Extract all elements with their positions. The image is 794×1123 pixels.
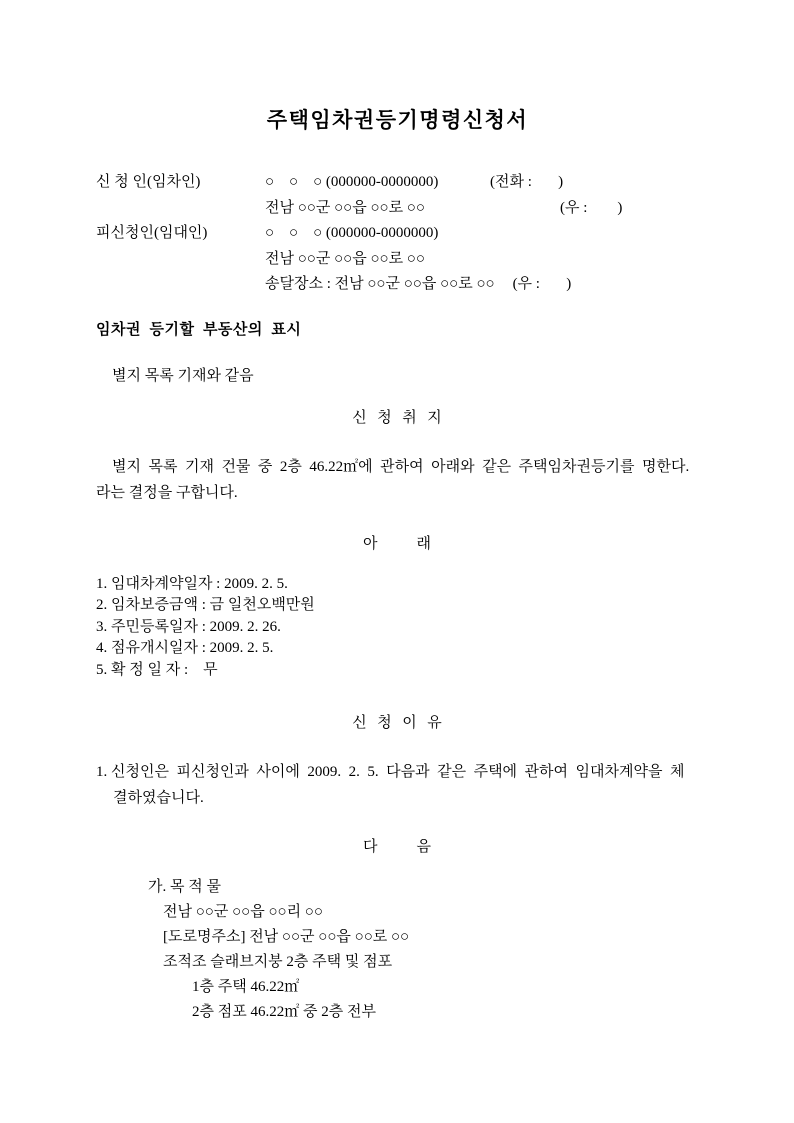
applicant-address: 전남 ○○군 ○○읍 ○○로 ○○ [265, 199, 425, 216]
building-description-line: 조적조 슬래브지붕 2층 주택 및 점포 [163, 954, 393, 970]
list-item: 2. 임차보증금액 : 금 일천오백만원 [96, 597, 315, 613]
document-title: 주택임차권등기명령신청서 [266, 108, 529, 132]
respondent-label: 피신청인(임대인) [96, 225, 208, 241]
respondent-service-address: 송달장소 : 전남 ○○군 ○○읍 ○○로 ○○ [265, 276, 495, 292]
road-name-address-line: [도로명주소] 전남 ○○군 ○○읍 ○○로 ○○ [163, 929, 410, 945]
below-list [96, 574, 699, 682]
reason-line-1: 1. 신청인은 피신청인과 사이에 2009. 2. 5. 다음과 같은 주택에 관하여 임대차계약을 체 [96, 764, 685, 780]
next-section-heading: 다 음 [363, 839, 432, 855]
next-item-label: 가. 목 적 물 [148, 879, 221, 895]
respondent-service-zip: (우 : ) [512, 276, 572, 292]
purpose-paragraph [96, 454, 699, 506]
below-section-heading: 아 래 [363, 535, 432, 552]
reason-paragraph [96, 759, 699, 811]
floor-2-line: 2층 점포 46.22㎡ 중 2층 전부 [192, 1004, 376, 1020]
respondent-row-3 [96, 272, 699, 298]
reason-line-2: 결하였습니다. [113, 790, 204, 806]
applicant-label: 신 청 인(임차인) [96, 174, 201, 190]
property-section-heading: 임차권 등기할 부동산의 표시 [96, 321, 302, 338]
respondent-name: ○ ○ ○ (000000-0000000) [265, 225, 439, 241]
purpose-line-2: 라는 결정을 구합니다. [96, 484, 238, 501]
respondent-row-1 [96, 221, 699, 247]
reason-section-heading: 신 청 이 유 [352, 715, 443, 731]
applicant-name: ○ ○ ○ (000000-0000000) [265, 174, 439, 190]
respondent-row-2 [96, 247, 699, 273]
next-block [96, 875, 699, 1025]
applicant-row-1 [96, 170, 699, 196]
purpose-line-1: 별지 목록 기재 건물 중 2층 46.22㎡에 관하여 아래와 같은 주택임차권등기를 명한다. [112, 458, 690, 475]
property-section-body: 별지 목록 기재와 같음 [112, 367, 254, 384]
list-item: 5. 확 정 일 자 : 무 [96, 661, 218, 678]
list-item: 3. 주민등록일자 : 2009. 2. 26. [96, 618, 281, 635]
applicant-zip: (우 : ) [560, 199, 623, 216]
applicant-phone: (전화 : ) [490, 174, 564, 190]
list-item: 4. 점유개시일자 : 2009. 2. 5. [96, 640, 274, 656]
parties-block [96, 170, 699, 298]
applicant-row-2 [96, 196, 699, 222]
purpose-section-heading: 신 청 취 지 [352, 409, 443, 426]
respondent-address: 전남 ○○군 ○○읍 ○○로 ○○ [265, 250, 425, 267]
list-item: 1. 임대차계약일자 : 2009. 2. 5. [96, 575, 288, 592]
floor-1-line: 1층 주택 46.22㎡ [192, 979, 300, 995]
property-address-line: 전남 ○○군 ○○읍 ○○리 ○○ [163, 904, 323, 920]
